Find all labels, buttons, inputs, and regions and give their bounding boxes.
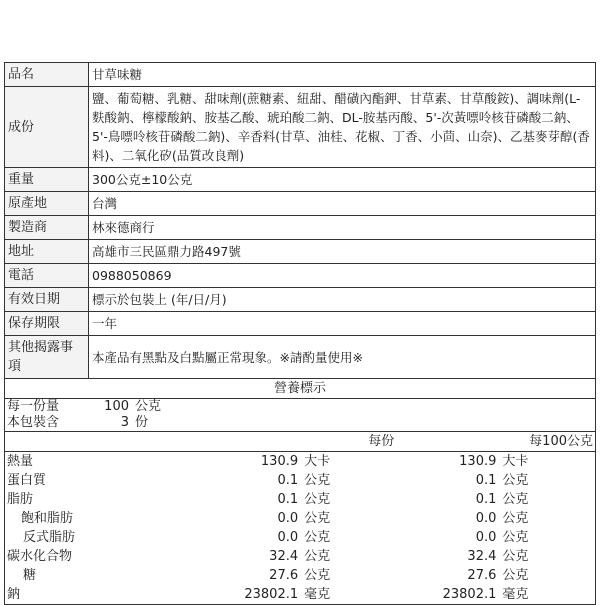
info-value: 高雄市三民區鼎力路497號: [89, 240, 596, 264]
nutrition-row: [5, 528, 596, 547]
info-label: 原產地: [5, 192, 89, 216]
nutrient-unit-per-100g: 公克: [502, 530, 529, 545]
nutrient-name: 反式脂肪: [23, 530, 76, 545]
info-row-origin: [5, 192, 596, 216]
nutrition-title: 營養標示: [4, 379, 596, 399]
info-value: 一年: [89, 312, 596, 336]
servings-unit: 份: [135, 415, 149, 430]
nutrient-name: 熱量: [7, 454, 34, 469]
nutrient-value-per-serving: 27.6: [269, 568, 299, 583]
info-label: 製造商: [5, 216, 89, 240]
nutrient-value-per-100g: 0.0: [475, 530, 497, 545]
nutrient-unit-per-100g: 毫克: [502, 587, 529, 602]
nutrient-unit-per-100g: 公克: [502, 492, 529, 507]
nutrition-row: [5, 566, 596, 585]
nutrition-row: [5, 509, 596, 528]
nutrient-name: 蛋白質: [7, 473, 47, 488]
info-label: 有效日期: [5, 288, 89, 312]
info-row-address: [5, 240, 596, 264]
servings-row: [5, 415, 595, 432]
nutrient-unit-per-serving: 大卡: [304, 454, 331, 469]
nutrient-unit-per-100g: 公克: [502, 549, 529, 564]
info-label: 保存期限: [5, 312, 89, 336]
nutrition-row: [5, 547, 596, 566]
per-100g-header: 每100公克: [397, 432, 595, 452]
info-row-phone: [5, 264, 596, 288]
info-value: 標示於包裝上 (年/日/月): [89, 288, 596, 312]
product-info-table: [4, 62, 596, 379]
nutrient-unit-per-100g: 公克: [502, 511, 529, 526]
info-value: 林來德商行: [89, 216, 596, 240]
servings-label: 本包裝含: [7, 415, 60, 430]
info-value: 鹽、葡萄糖、乳糖、甜味劑(蔗糖素、紐甜、醋磺內酯鉀、甘草素、甘草酸銨)、調味劑(L-麩酸鈉、檸檬酸鈉、胺基乙酸、琥珀酸二鈉、DL-胺基丙酸、5'-次黃嘌呤核苷磷酸二鈉、5'-鳥嘌呤核苷磷酸二鈉)、辛香料(甘草、油桂、花椒、丁香、小茴、山奈)、乙基麥芽醇(香料)、二氧化矽(品質改良劑): [89, 87, 596, 168]
serving-size-row: [5, 399, 595, 415]
info-label: 成份: [5, 87, 89, 168]
serving-size-unit: 公克: [135, 399, 162, 414]
nutrition-row: [5, 471, 596, 490]
nutrient-value-per-serving: 32.4: [269, 549, 299, 564]
info-value: 甘草味糖: [89, 63, 596, 87]
nutrient-name: 糖: [23, 568, 37, 583]
nutrient-value-per-100g: 0.1: [475, 492, 497, 507]
info-row-ingredients: [5, 87, 596, 168]
nutrition-row: [5, 490, 596, 509]
nutrient-value-per-100g: 32.4: [467, 549, 497, 564]
nutrient-value-per-100g: 0.0: [475, 511, 497, 526]
nutrient-unit-per-serving: 公克: [304, 530, 331, 545]
nutrient-value-per-serving: 0.0: [277, 530, 299, 545]
nutrition-row: [5, 452, 596, 472]
nutrient-unit-per-serving: 毫克: [304, 587, 331, 602]
nutrient-value-per-100g: 27.6: [467, 568, 497, 583]
nutrient-value-per-serving: 23802.1: [244, 587, 299, 602]
info-value: 0988050869: [89, 264, 596, 288]
info-row-shelf-life: [5, 312, 596, 336]
info-label: 重量: [5, 168, 89, 192]
serving-size-label: 每一份量: [7, 399, 60, 414]
nutrient-name: 脂肪: [7, 492, 34, 507]
product-label-sheet: [4, 62, 596, 605]
info-label: 電話: [5, 264, 89, 288]
info-row-name: [5, 63, 596, 87]
nutrient-unit-per-100g: 公克: [502, 568, 529, 583]
nutrient-value-per-100g: 130.9: [459, 454, 497, 469]
info-row-manufacturer: [5, 216, 596, 240]
info-value: 本產品有黑點及白點屬正常現象。※請酌量使用※: [89, 336, 596, 379]
info-row-disclosure: [5, 336, 596, 379]
nutrient-unit-per-serving: 公克: [304, 568, 331, 583]
nutrient-unit-per-100g: 公克: [502, 473, 529, 488]
nutrient-value-per-100g: 0.1: [475, 473, 497, 488]
servings-value: 3: [120, 415, 129, 430]
nutrient-value-per-serving: 0.1: [277, 492, 299, 507]
per-serving-header: 每份: [199, 432, 397, 452]
nutrient-value-per-100g: 23802.1: [442, 587, 497, 602]
info-row-expiry: [5, 288, 596, 312]
nutrient-name: 飽和脂肪: [21, 511, 74, 526]
info-label: 其他揭露事項: [5, 336, 89, 379]
serving-info: [4, 399, 596, 432]
nutrient-unit-per-100g: 大卡: [502, 454, 529, 469]
info-value: 300公克±10公克: [89, 168, 596, 192]
info-label: 地址: [5, 240, 89, 264]
nutrient-value-per-serving: 0.0: [277, 511, 299, 526]
nutrient-name: 碳水化合物: [7, 549, 73, 564]
nutrient-value-per-serving: 130.9: [260, 454, 299, 469]
nutrient-unit-per-serving: 公克: [304, 492, 331, 507]
nutrient-unit-per-serving: 公克: [304, 511, 331, 526]
nutrient-value-per-serving: 0.1: [277, 473, 299, 488]
serving-size-value: 100: [104, 399, 129, 414]
info-label: 品名: [5, 63, 89, 87]
info-row-weight: [5, 168, 596, 192]
nutrition-row: [5, 585, 596, 605]
nutrient-unit-per-serving: 公克: [304, 549, 331, 564]
nutrient-unit-per-serving: 公克: [304, 473, 331, 488]
nutrition-header-row: [5, 432, 596, 452]
nutrient-name: 鈉: [7, 587, 21, 602]
nutrition-table: [4, 432, 596, 605]
info-value: 台灣: [89, 192, 596, 216]
